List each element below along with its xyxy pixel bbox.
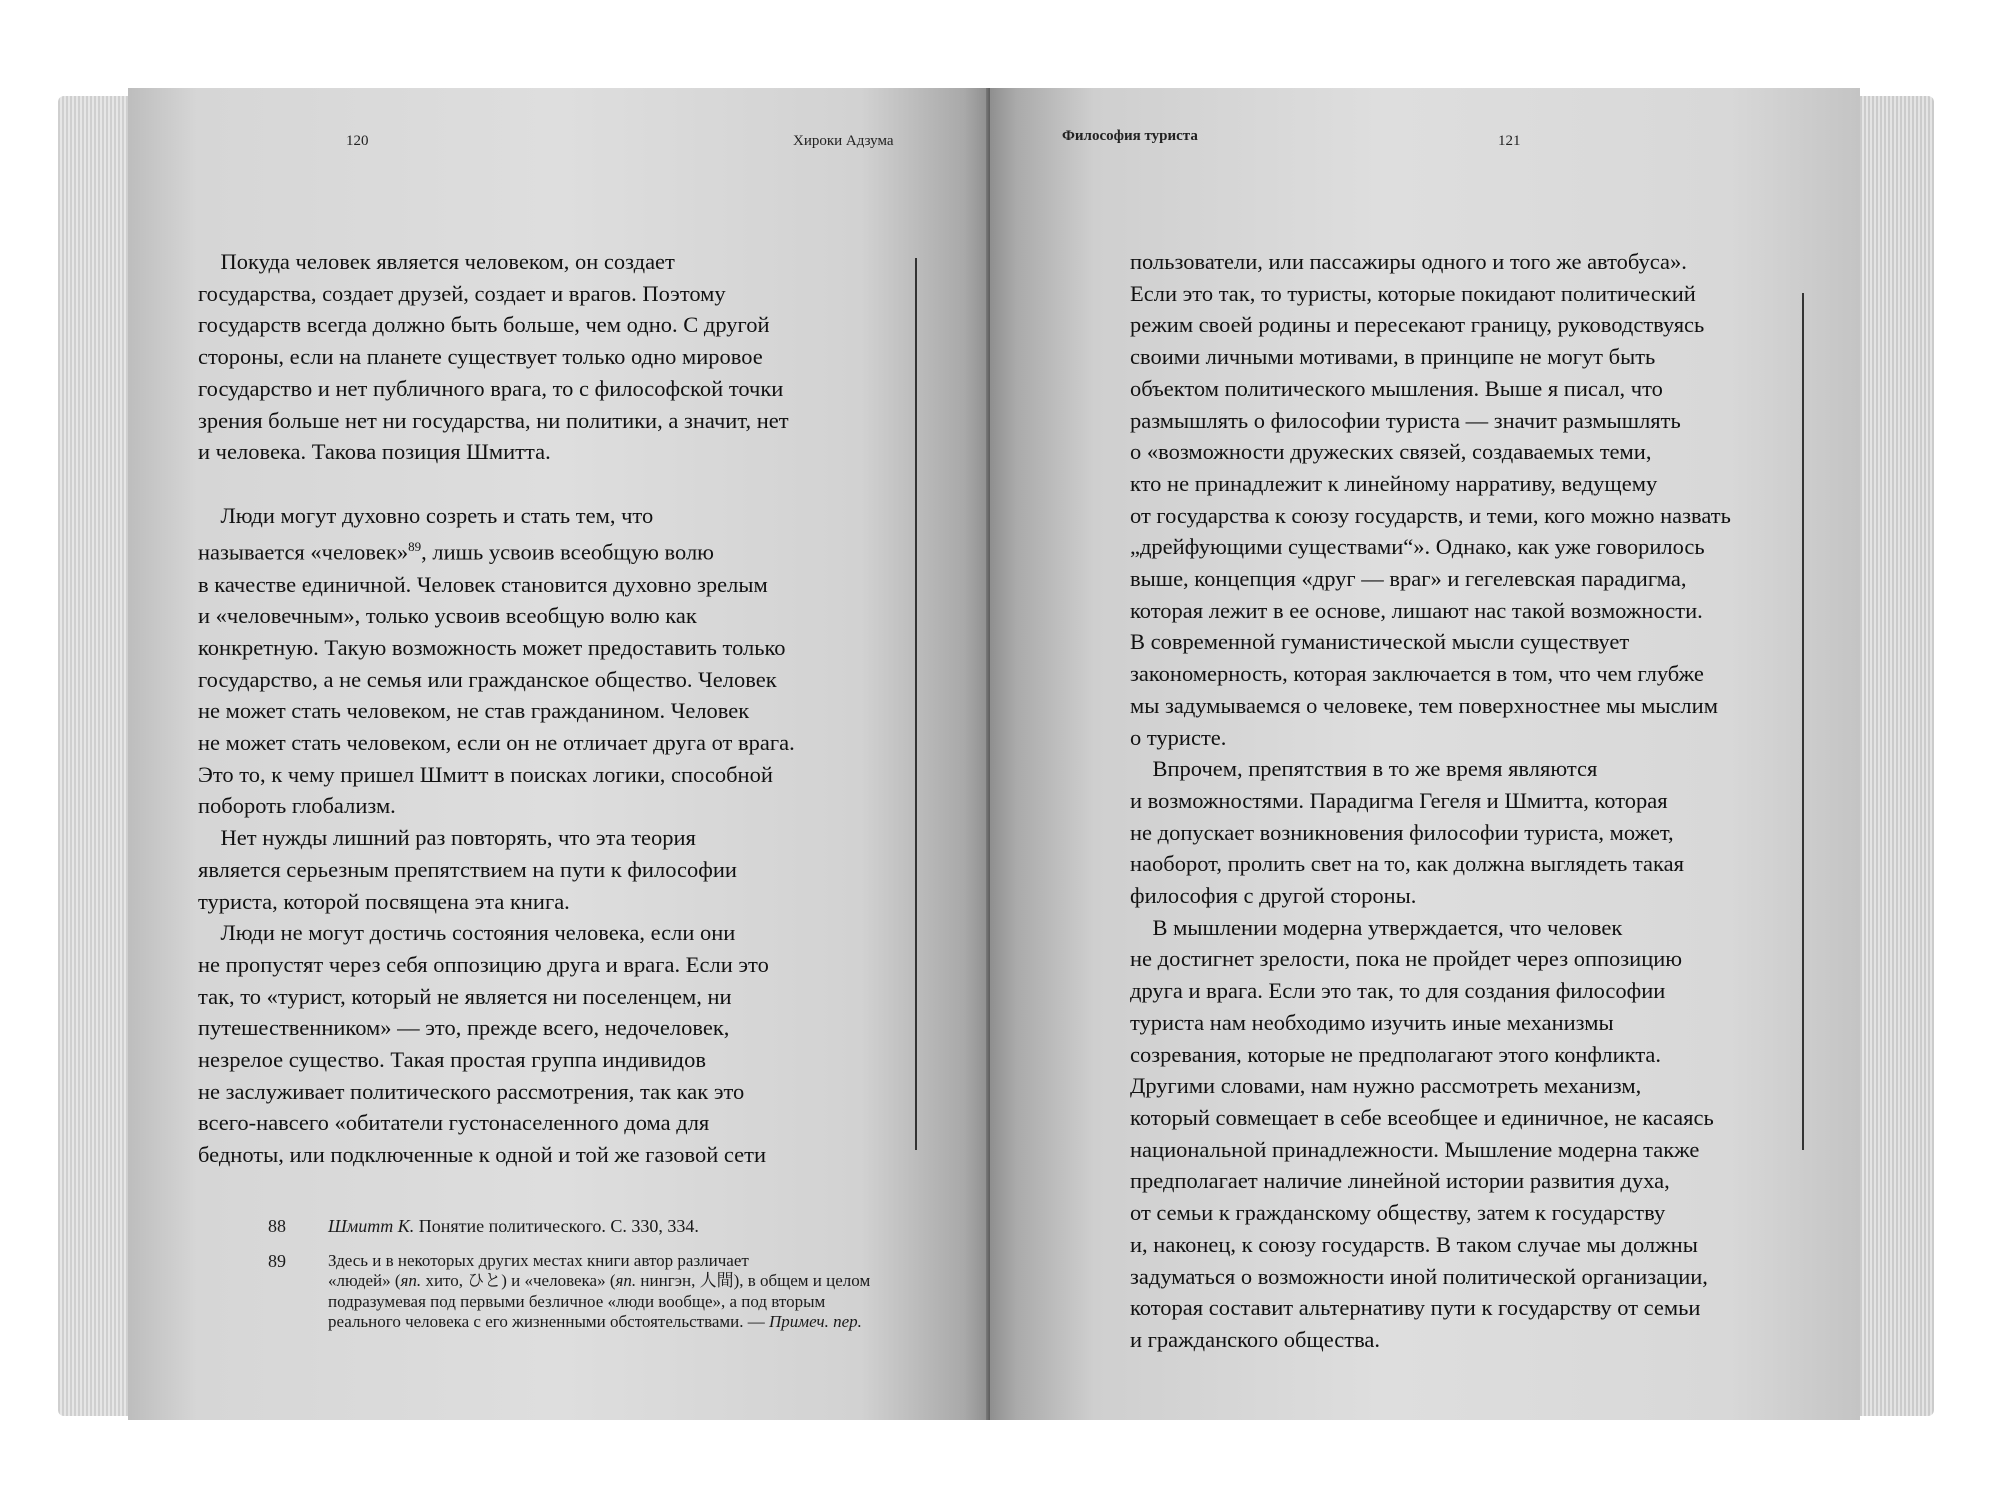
text-line: закономерность, которая заключается в том, что чем глубже: [1130, 661, 1704, 687]
text-line: о туристе.: [1130, 724, 1227, 750]
text-line: не достигнет зрелости, пока не пройдет через оппозицию: [1130, 946, 1683, 972]
text-line: предполагает наличие линейной истории развития духа,: [1130, 1168, 1670, 1194]
text-line: объектом политического мышления. Выше я писал, что: [1130, 375, 1663, 401]
text-line: мы задумываемся о человеке, тем поверхностнее мы мыслим: [1130, 692, 1718, 718]
footnote-88: [268, 1216, 870, 1237]
text-line: которая составит альтернативу пути к государству от семьи: [1130, 1295, 1701, 1321]
text-line: не допускает возникновения философии туриста, может,: [1130, 819, 1674, 845]
margin-rule-left: [915, 258, 917, 1150]
text-line: туриста нам необходимо изучить иные механизмы: [1130, 1009, 1614, 1035]
text-line: государства, создает друзей, создает и врагов. Поэтому: [198, 280, 726, 306]
text-line: незрелое существо. Такая простая группа индивидов: [198, 1047, 706, 1073]
text-line: которая лежит в ее основе, лишают нас такой возможности.: [1130, 597, 1703, 623]
right-page: [990, 88, 1860, 1420]
text-line: В современной гуманистической мысли существует: [1130, 629, 1630, 655]
text-line: государство и нет публичного врага, то с философской точки: [198, 375, 784, 401]
text-line: всего-навсего «обитатели густонаселенного дома для: [198, 1110, 710, 1136]
text-line: философия с другой стороны.: [1130, 883, 1417, 909]
footnote-line: подразумевая под первыми безличное «люди вообще», а под вторым: [328, 1291, 826, 1311]
text-line: пользователи, или пассажиры одного и того же автобуса».: [1130, 249, 1687, 274]
text-line: Покуда человек является человеком, он создает: [220, 249, 675, 274]
text-line: не заслуживает политического рассмотрения, так как это: [198, 1078, 745, 1104]
footnote-line: Здесь и в некоторых других местах книги автор различает: [328, 1250, 749, 1270]
text-line: от государства к союзу государств, и теми, кого можно назвать: [1130, 502, 1731, 528]
footnote-text: Понятие политического. С. 330, 334.: [414, 1216, 699, 1236]
text-line: и гражданского общества.: [1130, 1326, 1381, 1352]
text-line: и, наконец, к союзу государств. В таком случае мы должны: [1130, 1231, 1698, 1257]
text-line: В мышлении модерна утверждается, что человек: [1152, 914, 1623, 940]
text-line: конкретную. Такую возможность может предоставить только: [198, 634, 786, 660]
text-line: Другими словами, нам нужно рассмотреть механизм,: [1130, 1073, 1642, 1099]
text-line: Если это так, то туристы, которые покидают политический: [1130, 280, 1696, 306]
text-line: Люди не могут достичь состояния человека, если они: [220, 920, 736, 946]
text-line-with-footnote: называется «человек»$^{89}$, лишь усвоив всеобщую волю: [198, 539, 714, 565]
text-line: выше, концепция «друг — враг» и гегелевская парадигма,: [1130, 566, 1687, 592]
text-line: бедноты, или подключенные к одной и той же газовой сети: [198, 1142, 767, 1168]
text-line: от семьи к гражданскому обществу, затем к государству: [1130, 1200, 1666, 1226]
text-line: друга и врага. Если это так, то для создания философии: [1130, 978, 1666, 1004]
text-line: Это то, к чему пришел Шмитт в поисках логики, способной: [198, 761, 773, 787]
text-line: который совмещает в себе всеобщее и единичное, не касаясь: [1130, 1104, 1714, 1130]
text-line: в качестве единичной. Человек становится духовно зрелым: [198, 571, 768, 597]
text-line: кто не принадлежит к линейному нарративу, ведущему: [1130, 470, 1658, 496]
footnote-number: 88: [268, 1216, 286, 1236]
footnotes: [268, 1216, 870, 1333]
text-line: не пропустят через себя оппозицию друга и врага. Если это: [198, 951, 769, 977]
text-line: является серьезным препятствием на пути к философии: [198, 856, 737, 882]
text-line: размышлять о философии туриста — значит размышлять: [1130, 407, 1681, 433]
translator-note: Примеч. пер.: [769, 1312, 862, 1331]
text-line: режим своей родины и пересекают границу, руководствуясь: [1130, 312, 1705, 338]
footnote-89: 89 Здесь и в некоторых других местах книги автор различает «людей» (яп. хито, ひと) и «человека» (яп. нингэн, 人間), в общем и целом подразумевая под первыми безличное «люди вообще», а под вторым реального человека с его жизненными обстоятельствами. — Примеч. пер.: [268, 1250, 871, 1331]
text-line: своими личными мотивами, в принципе не могут быть: [1130, 344, 1656, 370]
text-line: национальной принадлежности. Мышление модерна также: [1130, 1136, 1700, 1162]
text-line: стороны, если на планете существует только одно мировое: [198, 344, 763, 370]
margin-rule-right: [1802, 293, 1804, 1150]
text-line: наоборот, пролить свет на то, как должна выглядеть такая: [1130, 851, 1684, 877]
page-number-right: 121: [1498, 133, 1521, 149]
text-line: „дрейфующими существами“». Однако, как уже говорилось: [1130, 534, 1705, 560]
text-line: не может стать человеком, не став гражданином. Человек: [198, 698, 750, 724]
text-line: созревания, которые не предполагают этого конфликта.: [1130, 1041, 1662, 1067]
text-line: о «возможности дружеских связей, создаваемых теми,: [1130, 439, 1652, 465]
paragraph-gap: [198, 468, 795, 500]
text-line: и возможностями. Парадигма Гегеля и Шмитта, которая: [1130, 787, 1668, 813]
text-line: побороть глобализм.: [198, 793, 396, 819]
text-line: не может стать человеком, если он не отличает друга от врага.: [198, 730, 795, 756]
footnote-author: Шмитт К.: [328, 1216, 415, 1236]
text-line: туриста, которой посвящена эта книга.: [198, 888, 570, 914]
footnote-number: 89: [268, 1250, 286, 1271]
text-line: государств всегда должно быть больше, чем одно. С другой: [198, 312, 770, 338]
text-line: задуматься о возможности иной политической организации,: [1130, 1263, 1708, 1289]
text-line: путешественником» — это, прежде всего, недочеловек,: [198, 1015, 730, 1041]
left-page: [128, 88, 990, 1420]
left-body-text: [198, 246, 795, 1171]
running-head-author: Хироки Адзума: [793, 133, 894, 149]
footnote-mark-89[interactable]: 89: [408, 539, 422, 555]
text-line: государство, а не семья или гражданское общество. Человек: [198, 666, 777, 692]
text-line: так, то «турист, который не является ни поселенцем, ни: [198, 983, 732, 1009]
page-number-left: 120: [346, 133, 369, 149]
text-line: зрения больше нет ни государства, ни политики, а значит, нет: [198, 407, 789, 433]
text-line: Впрочем, препятствия в то же время являются: [1152, 756, 1598, 782]
text-line: Люди могут духовно созреть и стать тем, что: [220, 502, 654, 528]
text-line: и «человечным», только усвоив всеобщую волю как: [198, 603, 697, 629]
running-head-title: Философия туриста: [1062, 128, 1198, 144]
text-line: Нет нужды лишний раз повторять, что эта теория: [220, 825, 696, 851]
right-body-text: [1130, 246, 1731, 1356]
text-line: и человека. Такова позиция Шмитта.: [198, 439, 551, 465]
